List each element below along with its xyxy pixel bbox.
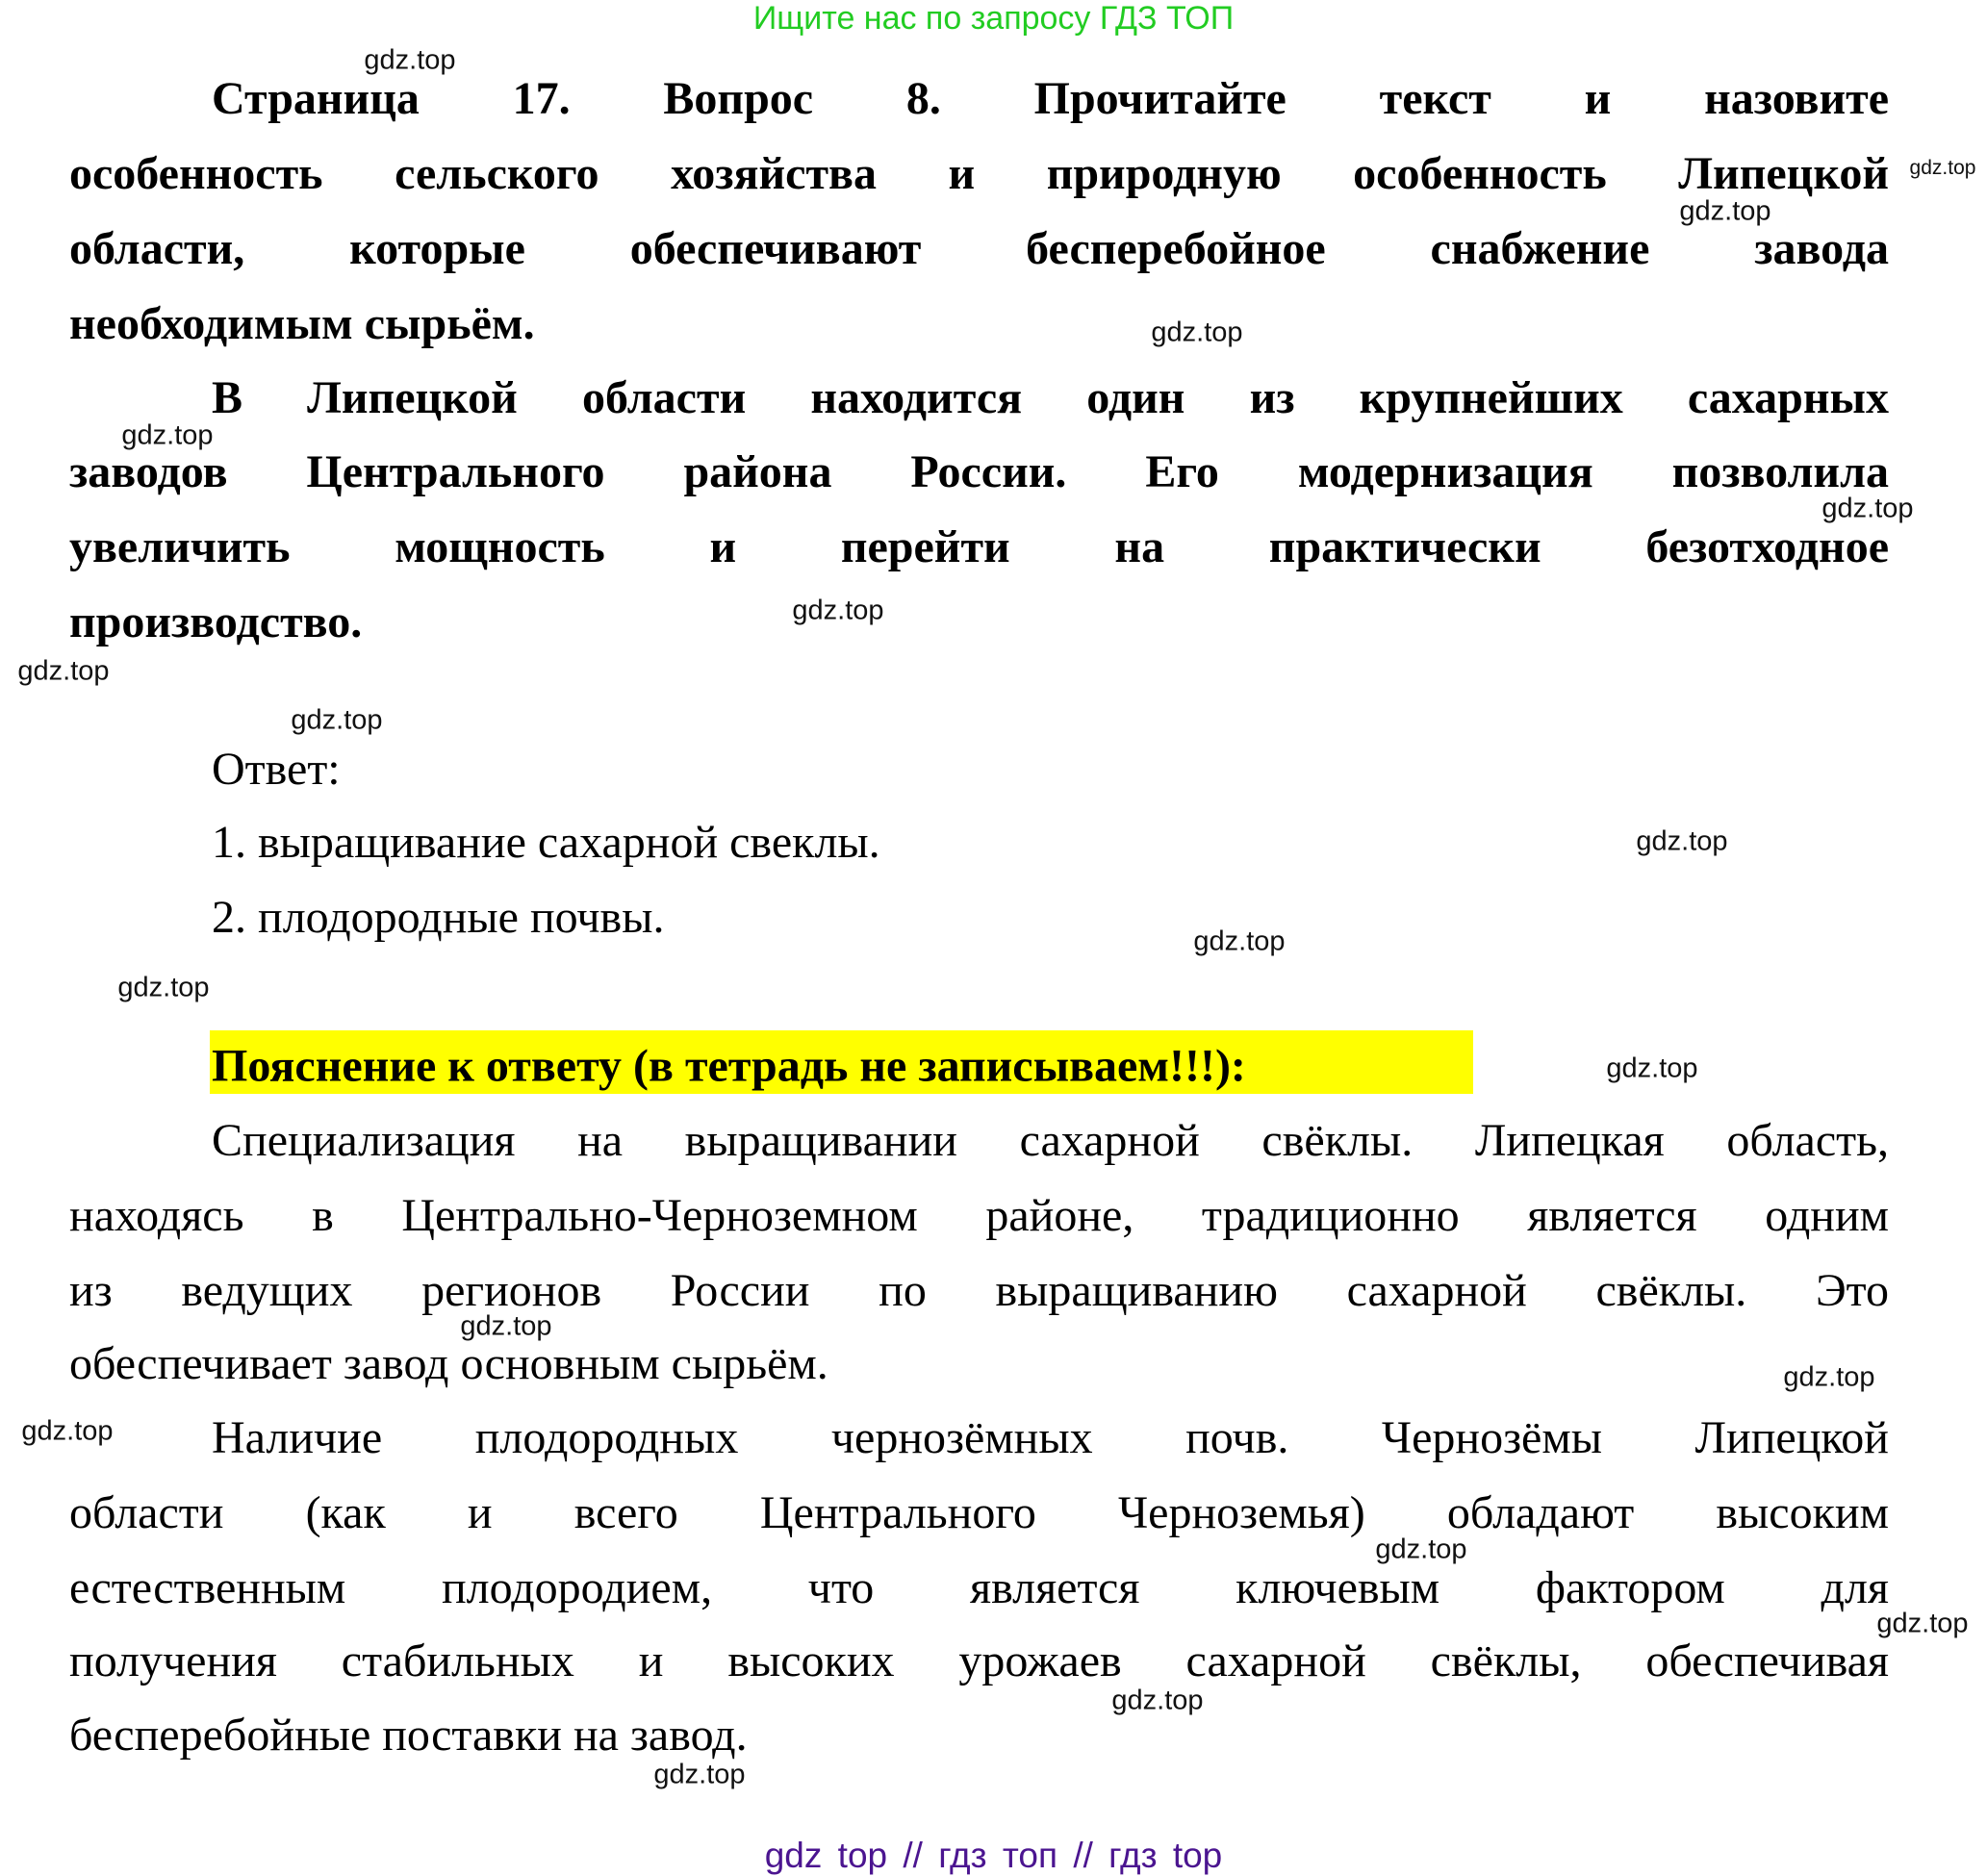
answer-label: Ответ: bbox=[212, 744, 341, 795]
context-line: заводов Центрального района России. Его модернизация позволила bbox=[69, 446, 1889, 497]
explanation-line: получения стабильных и высоких урожаев сахарной свёклы, обеспечивая bbox=[69, 1635, 1889, 1686]
explanation-line: находясь в Центрально-Черноземном районе, традиционно является одним bbox=[69, 1190, 1889, 1241]
watermark: gdz.top bbox=[1111, 1685, 1204, 1716]
watermark: gdz.top bbox=[117, 972, 210, 1003]
context-line: увеличить мощность и перейти на практически безотходное bbox=[69, 521, 1889, 572]
explanation-line: Наличие плодородных чернозёмных почв. Чернозёмы Липецкой bbox=[212, 1412, 1889, 1463]
explanation-heading: Пояснение к ответу (в тетрадь не записываем!!!): bbox=[212, 1040, 1246, 1092]
watermark: gdz.top bbox=[291, 704, 383, 736]
watermark: gdz.top bbox=[792, 595, 884, 626]
watermark: gdz.top bbox=[364, 44, 456, 76]
watermark: gdz.top bbox=[17, 655, 110, 687]
explanation-line: естественным плодородием, что является ключевым фактором для bbox=[69, 1562, 1889, 1613]
watermark: gdz.top bbox=[1679, 195, 1771, 227]
watermark: gdz.top bbox=[1606, 1052, 1698, 1084]
watermark: gdz.top bbox=[1193, 925, 1286, 957]
explanation-line: обеспечивает завод основным сырьём. bbox=[69, 1338, 828, 1389]
search-banner: Ищите нас по запросу ГДЗ ТОП bbox=[752, 0, 1235, 37]
explanation-line: из ведущих регионов России по выращиванию сахарной свёклы. Это bbox=[69, 1265, 1889, 1316]
explanation-line: Специализация на выращивании сахарной свёклы. Липецкая область, bbox=[212, 1115, 1889, 1166]
watermark: gdz.top bbox=[1375, 1534, 1467, 1565]
answer-item: 2. плодородные почвы. bbox=[212, 892, 665, 943]
watermark: gdz.top bbox=[1151, 317, 1243, 348]
explanation-line: бесперебойные поставки на завод. bbox=[69, 1710, 748, 1761]
question-line: особенность сельского хозяйства и природную особенность Липецкой bbox=[69, 148, 1889, 199]
watermark: gdz.top bbox=[1909, 157, 1976, 179]
context-line: производство. bbox=[69, 596, 363, 647]
question-line: необходимым сырьём. bbox=[69, 298, 535, 349]
explanation-line: области (как и всего Центрального Черноземья) обладают высоким bbox=[69, 1487, 1889, 1538]
watermark: gdz.top bbox=[460, 1310, 552, 1342]
context-line: В Липецкой области находится один из крупнейших сахарных bbox=[212, 372, 1889, 423]
watermark: gdz.top bbox=[121, 419, 214, 451]
watermark: gdz.top bbox=[1636, 825, 1728, 857]
watermark: gdz.top bbox=[21, 1415, 114, 1447]
watermark: gdz.top bbox=[653, 1759, 746, 1790]
footer-links: gdz top // гдз топ // гдз top bbox=[764, 1836, 1223, 1875]
question-line: Страница 17. Вопрос 8. Прочитайте текст и назовите bbox=[212, 73, 1889, 124]
watermark: gdz.top bbox=[1876, 1608, 1969, 1639]
answer-item: 1. выращивание сахарной свеклы. bbox=[212, 817, 880, 868]
watermark: gdz.top bbox=[1783, 1361, 1875, 1393]
watermark: gdz.top bbox=[1821, 493, 1914, 524]
question-line: области, которые обеспечивают бесперебойное снабжение завода bbox=[69, 223, 1889, 274]
